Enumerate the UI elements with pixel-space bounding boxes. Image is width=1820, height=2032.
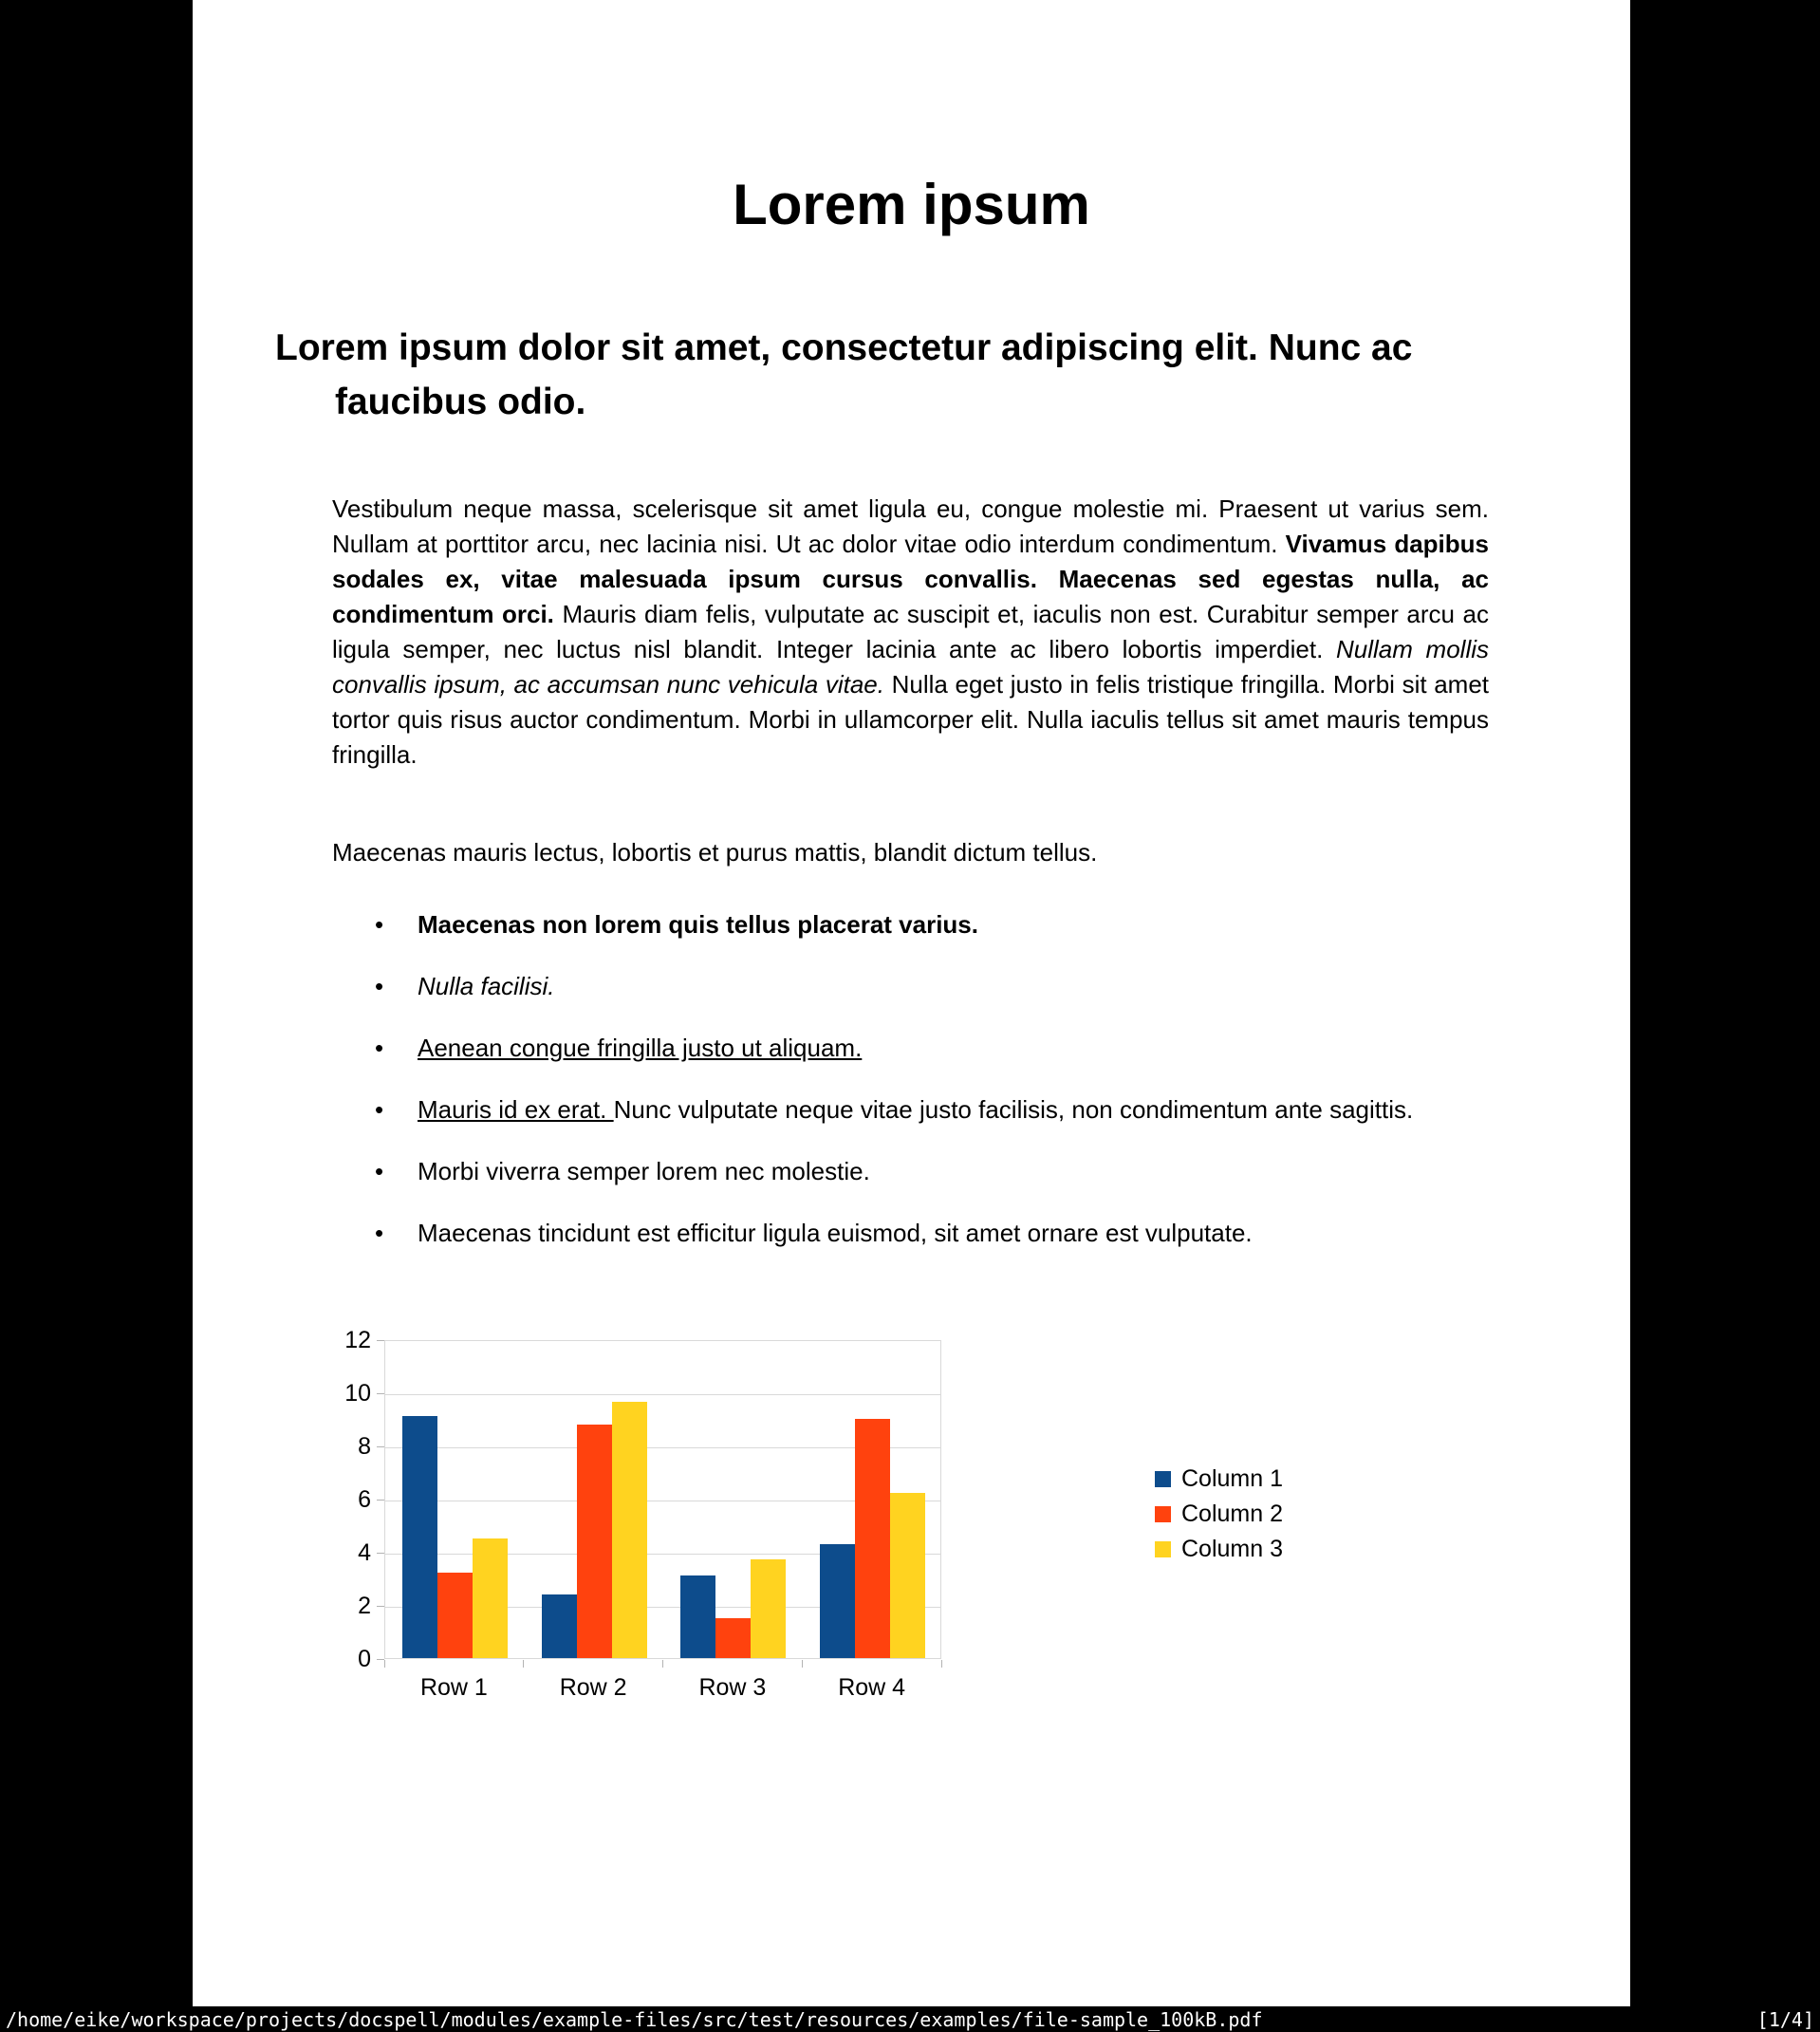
list-item xyxy=(375,1216,1495,1251)
legend-label: Column 2 xyxy=(1181,1501,1283,1527)
y-axis-tick xyxy=(377,1393,384,1394)
bullet-marker: • xyxy=(375,910,384,939)
text-segment: Maecenas tincidunt est efficitur ligula euismod, sit amet ornare est vulputate. xyxy=(418,1219,1253,1247)
list-item xyxy=(375,969,1495,1004)
bar-column3-row2 xyxy=(612,1402,647,1658)
x-axis-tick-label: Row 1 xyxy=(419,1674,488,1701)
legend-swatch xyxy=(1155,1506,1171,1522)
text-segment: Nullam mollis convallis ipsum, ac accumsan nunc vehicula vitae. xyxy=(332,635,1489,699)
bullet-text xyxy=(418,1216,1495,1251)
text-segment: Vestibulum neque massa, scelerisque sit amet ligula eu, congue molestie mi. Praesent ut varius sem. Nullam at porttitor arcu, nec lacinia nisi. Ut ac dolor vitae odio interdum condimentum. xyxy=(332,494,1489,558)
y-axis-tick-label: 2 xyxy=(358,1593,371,1619)
bullet-marker: • xyxy=(375,1095,384,1124)
bar-column1-row4 xyxy=(820,1544,855,1658)
bullet-text xyxy=(418,1092,1495,1128)
status-bar xyxy=(0,2006,1820,2032)
status-file-path: /home/eike/workspace/projects/docspell/modules/example-files/src/test/resources/examples/file-sample_100kB.pdf xyxy=(6,2007,1263,2031)
legend-label: Column 3 xyxy=(1181,1536,1283,1562)
bullet-text xyxy=(418,1031,1495,1066)
text-segment: Mauris id ex erat. xyxy=(418,1095,614,1124)
text-segment: Nunc vulputate neque vitae justo facilisis, non condimentum ante sagittis. xyxy=(613,1095,1414,1124)
y-axis-tick-label: 4 xyxy=(358,1539,371,1566)
bullet-marker: • xyxy=(375,1034,384,1062)
text-segment: Nulla facilisi. xyxy=(418,972,555,1000)
bar-column3-row3 xyxy=(751,1559,786,1658)
text-segment: Vivamus dapibus sodales ex, vitae malesuada ipsum cursus convallis. Maecenas sed egestas nulla, ac condimentum orci. xyxy=(332,530,1489,628)
text-segment: Morbi viverra semper lorem nec molestie. xyxy=(418,1157,870,1185)
bullet-text xyxy=(418,907,1495,942)
bullet-text xyxy=(418,969,1495,1004)
y-axis-tick xyxy=(377,1553,384,1554)
y-axis-tick xyxy=(377,1606,384,1607)
text-segment: Nulla eget justo in felis tristique fringilla. Morbi sit amet tortor quis risus auctor condimentum. Morbi in ullamcorper elit. Nulla iaculis tellus sit amet mauris tempus fringilla. xyxy=(332,670,1490,769)
bullet-marker: • xyxy=(375,1157,384,1185)
bar-column1-row2 xyxy=(542,1594,577,1658)
legend-swatch xyxy=(1155,1541,1171,1557)
y-axis-tick xyxy=(377,1340,384,1341)
bar-column3-row4 xyxy=(890,1493,925,1658)
y-axis-tick xyxy=(377,1446,384,1447)
bar-column1-row3 xyxy=(680,1575,715,1658)
bar-column2-row2 xyxy=(577,1425,612,1658)
gridline xyxy=(385,1394,940,1395)
y-axis-tick-label: 8 xyxy=(358,1433,371,1460)
list-item xyxy=(375,1092,1495,1128)
paragraph-1 xyxy=(332,492,1489,773)
document-heading: Lorem ipsum dolor sit amet, consectetur adipiscing elit. Nunc ac faucibus odio. xyxy=(275,327,1413,422)
legend-entry xyxy=(1155,1467,1283,1491)
list-item xyxy=(375,1031,1495,1066)
bullet-list xyxy=(375,907,1495,1277)
legend-entry xyxy=(1155,1502,1283,1526)
y-axis-tick xyxy=(377,1500,384,1501)
bar-column3-row1 xyxy=(473,1538,508,1658)
document-page xyxy=(193,0,1630,2006)
x-axis-tick-label: Row 3 xyxy=(698,1674,767,1701)
legend-swatch xyxy=(1155,1471,1171,1487)
legend-entry xyxy=(1155,1538,1283,1561)
bullet-text xyxy=(418,1154,1495,1189)
list-item xyxy=(375,1154,1495,1189)
bar-column2-row1 xyxy=(437,1573,473,1658)
chart-legend xyxy=(1155,1467,1283,1573)
bullet-marker: • xyxy=(375,972,384,1000)
legend-label: Column 1 xyxy=(1181,1465,1283,1492)
document-title: Lorem ipsum xyxy=(733,173,1090,236)
bar-column1-row1 xyxy=(402,1416,437,1658)
status-page-indicator: [1/4] xyxy=(1756,2007,1814,2031)
x-axis-tick-label: Row 2 xyxy=(559,1674,627,1701)
bar-column2-row3 xyxy=(715,1618,751,1658)
x-axis-tick xyxy=(802,1660,803,1668)
bar-column2-row4 xyxy=(855,1419,890,1658)
list-item xyxy=(375,907,1495,942)
paragraph-2: Maecenas mauris lectus, lobortis et purus mattis, blandit dictum tellus. xyxy=(332,838,1098,867)
x-axis-tick xyxy=(384,1660,385,1668)
text-segment: Maecenas non lorem quis tellus placerat varius. xyxy=(418,910,978,939)
x-axis-tick xyxy=(662,1660,663,1668)
y-axis-tick-label: 0 xyxy=(358,1646,371,1672)
chart-plot-area xyxy=(384,1340,941,1659)
x-axis-tick-label: Row 4 xyxy=(838,1674,906,1701)
text-segment: Aenean congue fringilla justo ut aliquam. xyxy=(418,1034,863,1062)
text-segment: Mauris diam felis, vulputate ac suscipit et, iaculis non est. Curabitur semper arcu ac ligula semper, nec luctus nisl blandit. Integer lacinia ante ac libero lobortis imperdiet. xyxy=(332,600,1489,663)
y-axis-tick-label: 10 xyxy=(344,1380,371,1407)
x-axis-tick xyxy=(523,1660,524,1668)
y-axis-tick-label: 6 xyxy=(358,1486,371,1513)
y-axis-tick-label: 12 xyxy=(344,1327,371,1353)
bullet-marker: • xyxy=(375,1219,384,1247)
x-axis-tick xyxy=(941,1660,942,1668)
